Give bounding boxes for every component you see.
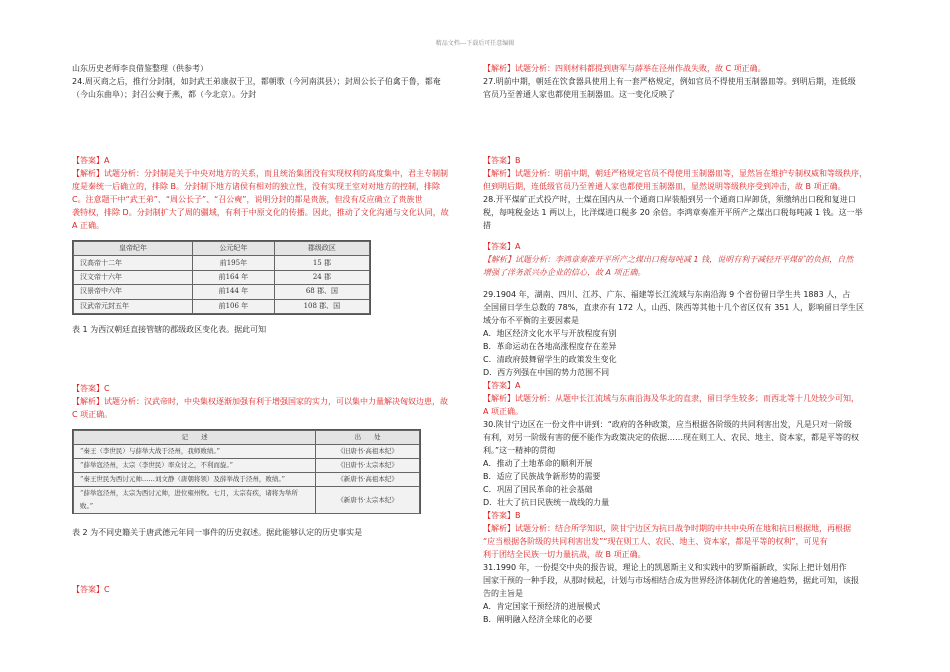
q30-option-b: B．适应了民族战争新形势的需要: [483, 472, 601, 481]
table1-cell: 108 郡、国: [274, 299, 369, 313]
q29-line-2: 全国留日学生总数的 78%，直隶亦有 172 人，山西、陕西等其他十几个省区仅有 351 人，影响留日学生区: [483, 303, 865, 312]
table1-cell: 汉文帝十六年: [74, 270, 193, 284]
table2-cell: “秦王（李世民）与薛举大战于泾州，我师败绩。”: [74, 445, 316, 459]
table2-header: 出 处: [316, 431, 420, 445]
table2-cell: 《旧唐书·高祖本纪》: [316, 445, 420, 459]
page-header: 精品文档---下载后可任意编辑: [435, 40, 515, 47]
q29-line-3: 域分布不平衡的主要因素是: [483, 316, 579, 325]
q29-option-b: B．革命运动在各地高涨程度存在差异: [483, 342, 617, 351]
table1-cell: 汉景帝中六年: [74, 285, 193, 299]
q24-answer: 【答案】A: [72, 156, 110, 165]
q30-option-c: C．巩固了国民革命的社会基础: [483, 485, 593, 494]
q27-line-1: 27.明前中期，朝廷在饮食器具使用上有一套严格规定，例如官员不得使用玉制器皿等。到明后期，连低级: [483, 77, 856, 86]
q29-option-d: D．西方列强在中国的势力范围不同: [483, 368, 610, 377]
q31-line-1: 31.1990 年，一份提交中央的报告说，理论上的凯恩斯主义和实践中的罗斯福新政，实际上把计划用作: [483, 563, 847, 572]
q27-answer: 【答案】B: [483, 156, 521, 165]
table1-header: 公元纪年: [193, 242, 275, 256]
table1-cell: 汉武帝元封五年: [74, 299, 193, 313]
q26-analysis: 【解析】试题分析：四则材料都提到唐军与薛举在泾州作战失败，故 C 项正确。: [483, 64, 766, 73]
table2-cell: “薛举寇泾州，太宗为西讨元帅，进位雍州牧。七月，太宗有疾，诸将为举所败。”: [74, 487, 316, 514]
table2-cell: 《新唐书·太宗本纪》: [316, 487, 420, 514]
q30-analysis-2: “应当根据各阶级的共同利害出发”“现在则工人、农民、地主、资本家，都是平等的权利”，可见有: [483, 537, 828, 546]
table2-caption: 表 2 为不同史籍关于唐武德元年同一事件的历史叙述。据此能够认定的历史事实是: [72, 528, 363, 537]
q30-line-2: 有利，对另一阶级有害的便不能作为政策决定的依据……现在则工人、农民、地主、资本家，都是平等的权: [483, 433, 859, 442]
q24-line-1: 24.周灭商之后，推行分封制，如封武王弟康叔于卫，都朝歌（今河南淇县）；封周公长子伯禽于鲁，都奄: [72, 77, 441, 86]
q28-line-3: 措: [483, 221, 491, 230]
q25-analysis-1: 【解析】试题分析：汉武帝时，中央集权逐渐加强有利于增强国家的实力，可以集中力量解决匈奴边患，故: [72, 397, 448, 406]
q28-answer: 【答案】A: [483, 242, 521, 251]
q24-line-2: （今山东曲阜）；封召公奭于燕，都（今北京）。分封: [72, 90, 256, 99]
q29-option-a: A．地区经济文化水平与开放程度有别: [483, 329, 617, 338]
q24-analysis-4: 袭特权，排除 D。分封制扩大了周的疆域，有利于中原文化的传播。因此，推动了文化沟通与文化认同，故: [72, 208, 449, 217]
q30-answer: 【答案】B: [483, 511, 521, 520]
table1-header: 郡级政区: [274, 242, 369, 256]
table1-header: 皇帝纪年: [74, 242, 193, 256]
table1-cell: 15 郡: [274, 256, 369, 270]
q28-analysis-handwritten-1: 【解析】试题分析：李鸿章奏准开平所产之煤出口税每吨减 1 钱，说明有利于减轻开平煤矿的负担，自然: [483, 255, 854, 264]
table2-cell: “秦王世民为西讨元帅……刘文静（唐朝将领）及薛举战于泾州，败绩。”: [74, 473, 316, 487]
table1: [73, 241, 370, 314]
q24-analysis-2: 度是秦统一后确立的，排除 B。分封制下地方诸侯有相对的独立性，没有实现王室对对地方的控制，排除: [72, 182, 441, 191]
table1-cell: 汉高帝十二年: [74, 256, 193, 270]
table1-caption: 表 1 为西汉朝廷直接管辖的郡级政区变化表。据此可知: [72, 325, 267, 334]
table1-cell: 前106 年: [193, 299, 275, 313]
table2-cell: 《新唐书·高祖本纪》: [316, 473, 420, 487]
table1-cell: 前144 年: [193, 285, 275, 299]
q28-analysis-handwritten-2: 增强了洋务派兴办企业的信心，故 A 项正确。: [483, 268, 646, 277]
source-line: 山东历史老师李良借鉴整理（供参考）: [72, 64, 208, 73]
q30-option-d: D．壮大了抗日民族统一战线的力量: [483, 498, 610, 507]
q30-option-a: A．推动了土地革命的顺利开展: [483, 459, 593, 468]
q25-analysis-2: C 项正确。: [72, 410, 113, 419]
q28-line-1: 28.开平煤矿正式投产时，土煤在国内从一个通商口岸装船到另一个通商口岸卸货，须缴纳出口税和复进口: [483, 195, 856, 204]
table1-cell: 前195年: [193, 256, 275, 270]
q30-analysis-3: 利于团结全民族一切力量抗战，故 B 项正确。: [483, 550, 646, 559]
q31-option-a: A．肯定国家干预经济的进展模式: [483, 602, 601, 611]
q29-analysis-1: 【解析】试题分析：从题中长江流域与东南沿海及华北的直隶，留日学生较多；而西北等十几处较少可知，: [483, 394, 859, 403]
q24-analysis-1: 【解析】试题分析：分封制是关于中央对地方的关系，而且统治集团没有实现权利的高度集中，君主专制制: [72, 169, 448, 178]
q31-option-b: B．阐明融入经济全球化的必要: [483, 615, 593, 624]
q29-line-1: 29.1904 年，湖南、四川、江苏、广东、福建等长江流域与东南沿海 9 个省份留日学生共 1883 人，占: [483, 290, 851, 299]
q30-line-3: 利。”这一精神的贯彻: [483, 446, 556, 455]
q28-line-2: 税，每吨税金达 1 两以上，比洋煤进口税多 20 余倍。李鸿章奏准开平所产之煤出口税每吨减 1 钱。这一举: [483, 208, 863, 217]
table2: [73, 430, 420, 514]
q29-option-c: C．清政府鼓舞留学生的政策发生变化: [483, 355, 617, 364]
q24-analysis-5: A 正确。: [72, 221, 105, 230]
q31-line-3: 告的主旨是: [483, 589, 523, 598]
q27-analysis-2: 但到明后期，连低级官员乃至普通人家也都使用玉制器皿，显然说明等级秩序受到冲击，故 B 项正确。: [483, 182, 846, 191]
table2-scan-image: [72, 429, 421, 514]
table2-cell: 《旧唐书·太宗本纪》: [316, 459, 420, 473]
q26-answer: 【答案】C: [72, 585, 110, 594]
table2-header: 记 述: [74, 431, 316, 445]
table1-scan-image: [72, 240, 371, 315]
table1-cell: 前164 年: [193, 270, 275, 284]
q29-answer: 【答案】A: [483, 381, 521, 390]
right-column: [483, 62, 883, 626]
table1-cell: 68 郡、国: [274, 285, 369, 299]
q27-analysis-1: 【解析】试题分析：明前中期，朝廷严格规定官员不得使用玉制器皿等，显然旨在维护专制权威和等级秩序，: [483, 169, 867, 178]
q25-answer: 【答案】C: [72, 384, 110, 393]
table1-cell: 24 郡: [274, 270, 369, 284]
table2-cell: “薛举寇泾州，太宗（李世民）率众讨之，不利而旋。”: [74, 459, 316, 473]
q29-analysis-2: A 项正确。: [483, 407, 524, 416]
q24-analysis-3: C。注意题干中“武王弟”、“周公长子”、“召公奭”，说明分封的都是贵族，但没有反应确立了贵族世: [72, 195, 423, 204]
q27-line-2: 官员乃至普通人家也都使用玉制器皿。这一变化反映了: [483, 90, 675, 99]
q31-line-2: 国家干预的一种手段，从那时候起，计划与市场相结合成为世界经济体制优化的普遍趋势，据此可知，该报: [483, 576, 859, 585]
q30-analysis-1: 【解析】试题分析：结合所学知识，陕甘宁边区为抗日战争时期的中共中央所在地和抗日根据地，再根据: [483, 524, 851, 533]
q30-line-1: 30.陕甘宁边区在一份文件中讲到：“政府的各种政策，应当根据各阶级的共同利害出发，凡是只对一阶级: [483, 420, 852, 429]
left-column: [72, 62, 472, 596]
